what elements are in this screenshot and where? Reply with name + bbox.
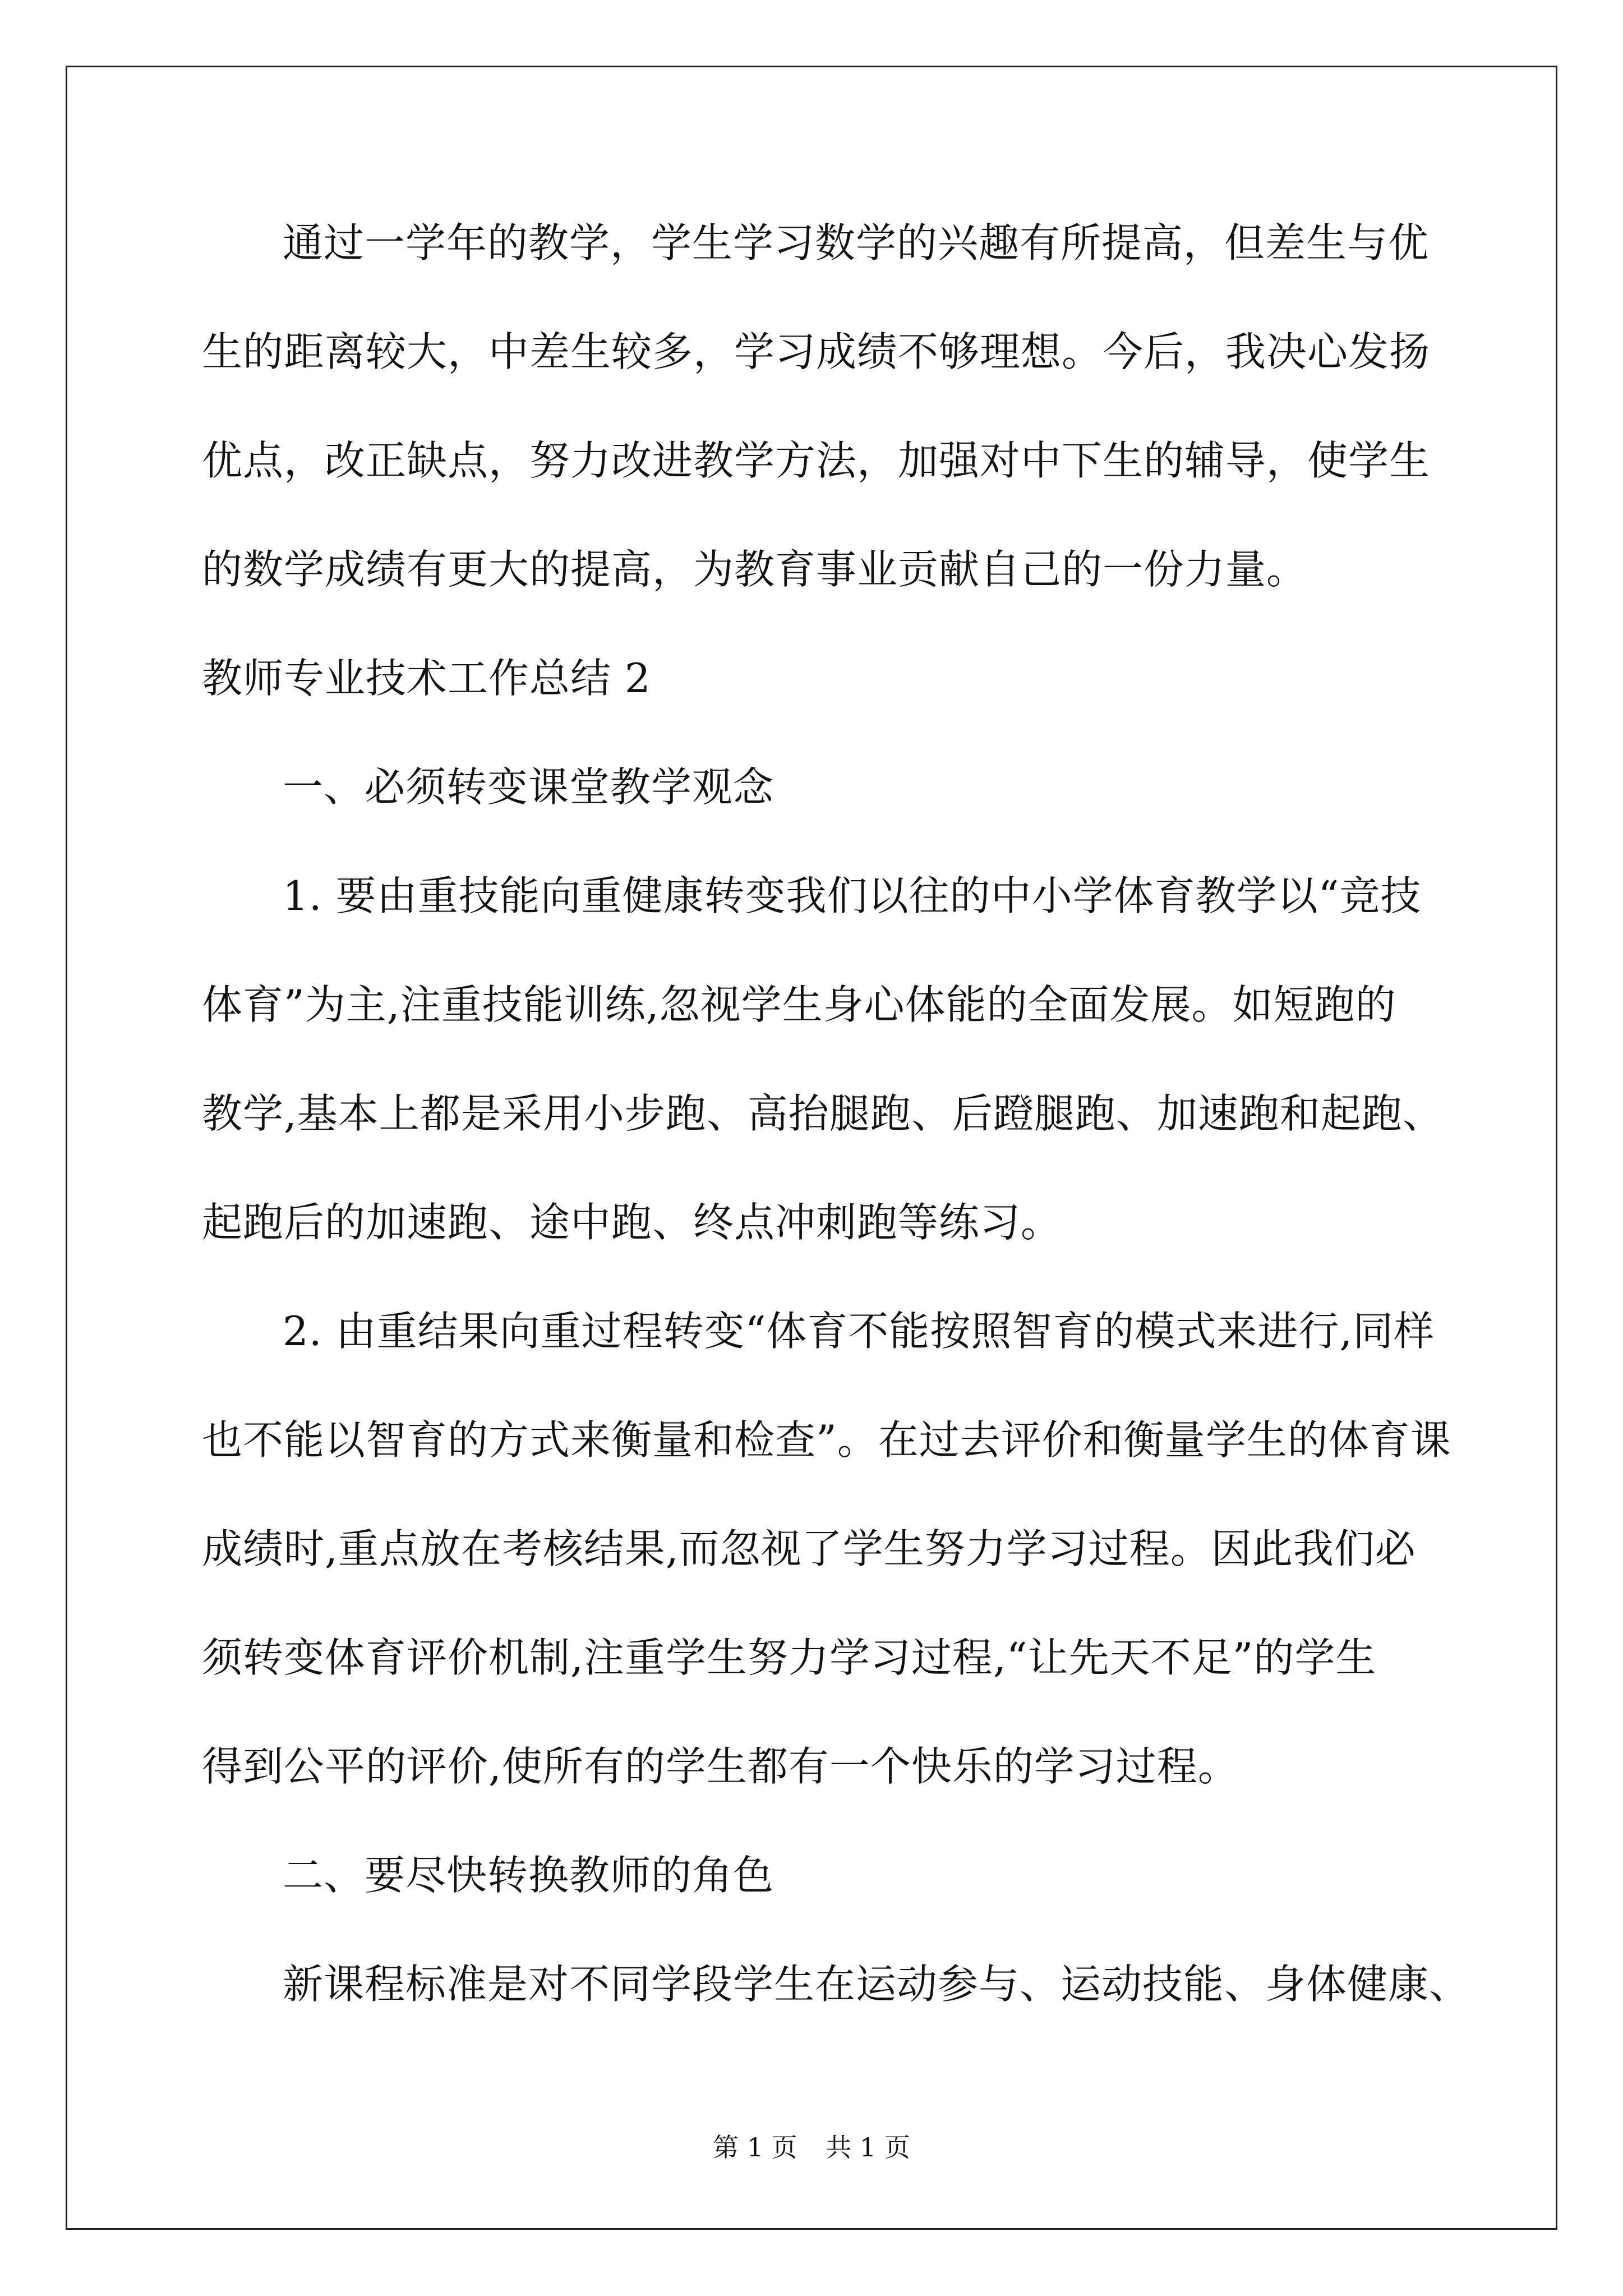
paragraph-3-line-5: 得到公平的评价,使所有的学生都有一个快乐的学习过程。 xyxy=(202,1743,1239,1790)
page-number: 第 1 页 xyxy=(713,2132,797,2162)
page-footer xyxy=(0,2131,1623,2164)
paragraph-3-line-3: 成绩时,重点放在考核结果,而忽视了学生努力学习过程。因此我们必 xyxy=(202,1525,1416,1572)
page-total: 共 1 页 xyxy=(826,2132,910,2162)
paragraph-3-line-1: 2. 由重结果向重过程转变“体育不能按照智育的模式来进行,同样 xyxy=(283,1308,1435,1355)
paragraph-1-line-3: 优点，改正缺点，努力改进教学方法，加强对中下生的辅导，使学生 xyxy=(202,437,1431,484)
heading-2: 二、要尽快转换教师的角色 xyxy=(283,1852,774,1899)
paragraph-2-line-1: 1. 要由重技能向重健康转变我们以往的中小学体育教学以“竞技 xyxy=(283,872,1422,919)
paragraph-1-line-1: 通过一学年的教学，学生学习数学的兴趣有所提高，但差生与优 xyxy=(283,219,1430,266)
paragraph-2-line-3: 教学,基本上都是采用小步跑、高抬腿跑、后蹬腿跑、加速跑和起跑、 xyxy=(202,1090,1444,1137)
heading-1: 一、必须转变课堂教学观念 xyxy=(283,763,774,811)
section-title: 教师专业技术工作总结 2 xyxy=(202,655,651,702)
paragraph-1-line-2: 生的距离较大，中差生较多，学习成绩不够理想。今后，我决心发扬 xyxy=(202,328,1431,375)
paragraph-3-line-2: 也不能以智育的方式来衡量和检查”。在过去评价和衡量学生的体育课 xyxy=(202,1416,1451,1464)
paragraph-1-line-4: 的数学成绩有更大的提高，为教育事业贡献自己的一份力量。 xyxy=(202,546,1308,593)
page-border xyxy=(66,66,1557,2230)
paragraph-4-line-1: 新课程标准是对不同学段学生在运动参与、运动技能、身体健康、 xyxy=(283,1961,1470,2008)
paragraph-3-line-4: 须转变体育评价机制,注重学生努力学习过程,“让先天不足”的学生 xyxy=(202,1634,1377,1681)
paragraph-2-line-4: 起跑后的加速跑、途中跑、终点冲刺跑等练习。 xyxy=(202,1199,1062,1246)
paragraph-2-line-2: 体育”为主,注重技能训练,忽视学生身心体能的全面发展。如短跑的 xyxy=(202,981,1396,1028)
